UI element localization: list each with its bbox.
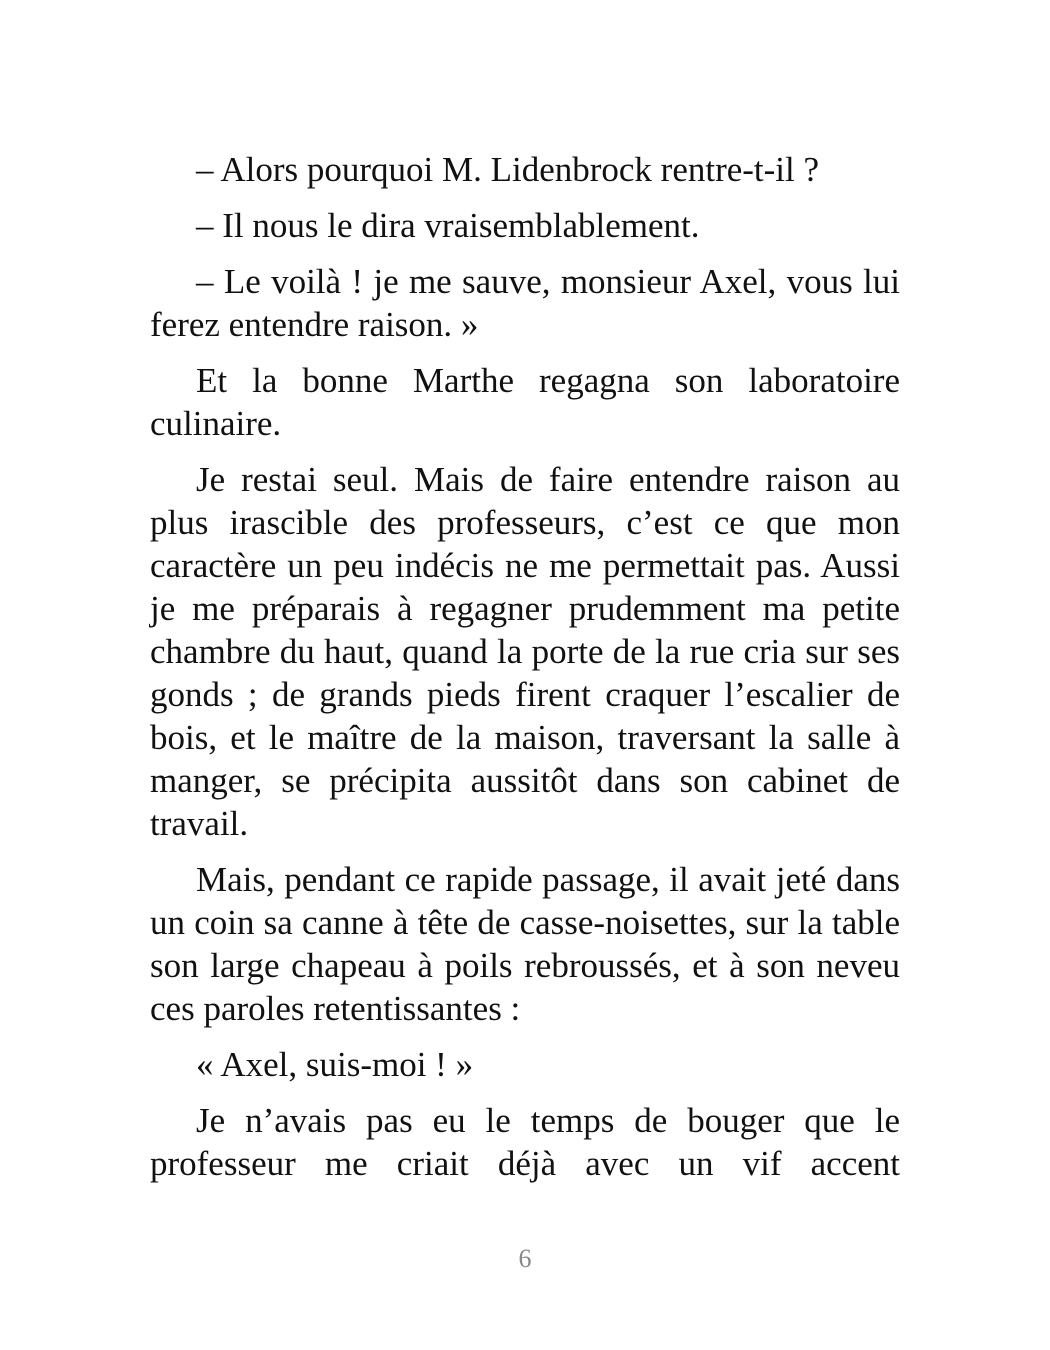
paragraph-dialogue-2: – Il nous le dira vraisemblablement.	[196, 206, 700, 245]
paragraph-marthe: Et la bonne Marthe regagna son laboratoire culinaire.	[150, 361, 900, 443]
paragraph-rapide-passage: Mais, pendant ce rapide passage, il avait jeté dans un coin sa canne à tête de casse-noisettes, sur la table son large chapeau à poils rebroussés, et à son neveu ces paroles retentissantes :	[150, 860, 900, 1028]
paragraph-bouger: Je n’avais pas eu le temps de bouger que le professeur me criait déjà avec un vif accent	[150, 1101, 900, 1183]
page-body-text	[150, 148, 900, 1198]
paragraph-dialogue-1: – Alors pourquoi M. Lidenbrock rentre-t-il ?	[196, 150, 820, 189]
page-number: 6	[518, 1244, 532, 1273]
paragraph-restai-seul: Je restai seul. Mais de faire entendre raison au plus irascible des professeurs, c’est ce que mon caractère un peu indécis ne me permettait pas. Aussi je me préparais à regagner prudemment ma petite chambre du haut, quand la porte de la rue cria sur ses gonds ; de grands pieds firent craquer l’escalier de bois, et le maître de la maison, traversant la salle à manger, se précipita aussitôt dans son cabinet de travail.	[150, 460, 900, 843]
paragraph-axel-suis-moi: « Axel, suis-moi ! »	[196, 1045, 474, 1084]
paragraph-dialogue-3: – Le voilà ! je me sauve, monsieur Axel, vous lui ferez entendre raison. »	[150, 262, 900, 344]
